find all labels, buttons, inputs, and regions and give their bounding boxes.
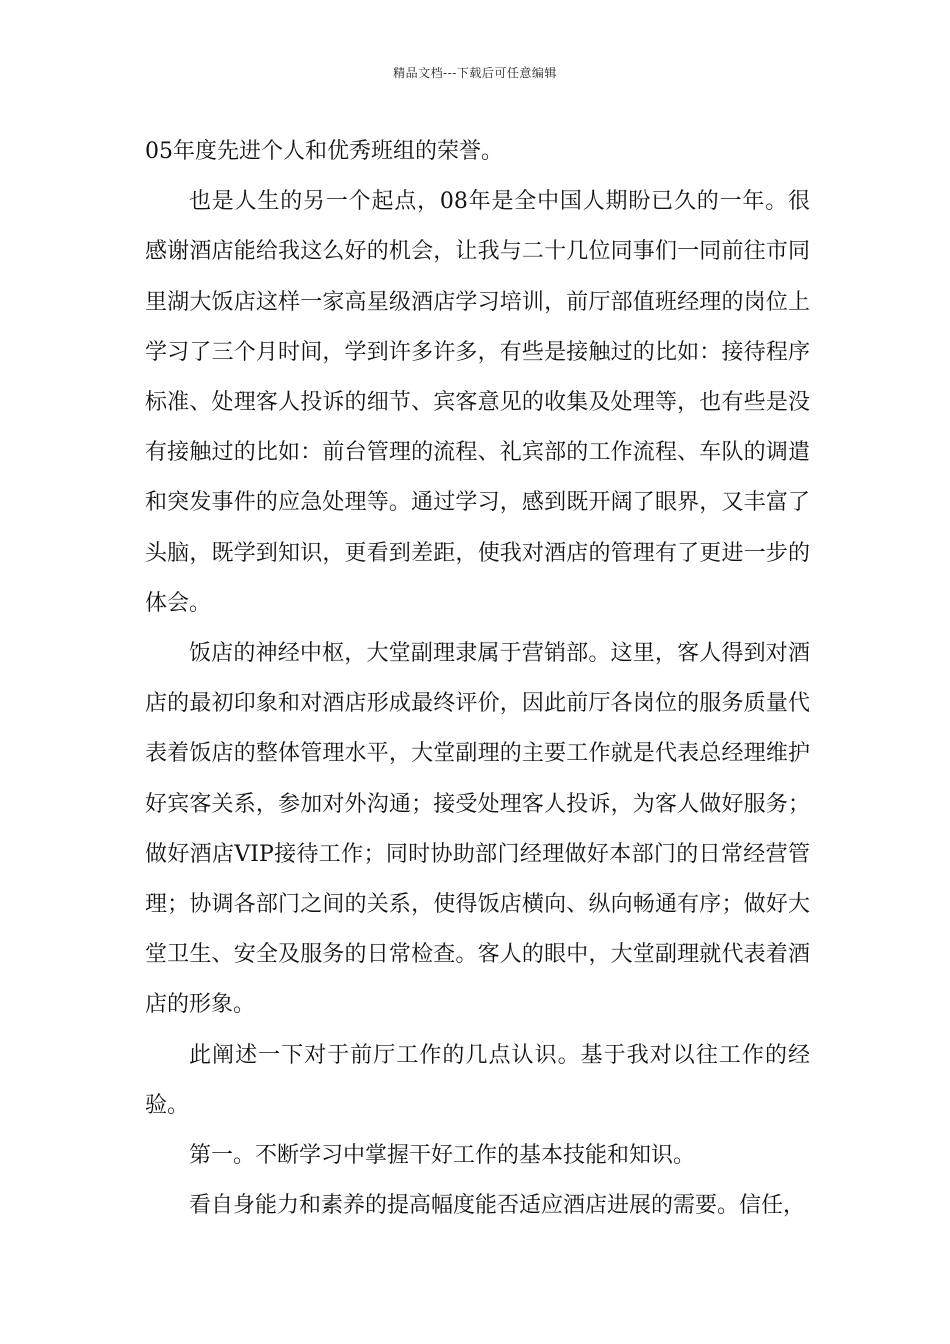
paragraph-self-improvement: 看自身能力和素养的提高幅度能否适应酒店进展的需要。信任， bbox=[189, 1193, 806, 1219]
paragraph-continuation: 05年度先进个人和优秀班组的荣誉。 bbox=[145, 139, 503, 164]
paragraph-training-experience: 也是人生的另一个起点，08年是全中国人期盼已久的一年。很感谢酒店能给我这么好的机会，让我与二十几位同事们一同前往市同里湖大饭店这样一家高星级酒店学习培训，前厅部值班经理的岗位上学习了三个月时间，学到许多许多，有些是接触过的比如：接待程序标准、处理客人投诉的细节、宾客意见的收集及处理等，也有些是没有接触过的比如：前台管理的流程、礼宾部的工作流程、车队的调遣和突发事件的应急处理等。通过学习，感到既开阔了眼界，又丰富了头脑，既学到知识，更看到差距，使我对酒店的管理有了更进一步的体会。 bbox=[145, 189, 810, 616]
paragraph-front-office-intro: 此阐述一下对于前厅工作的几点认识。基于我对以往工作的经验。 bbox=[145, 1042, 810, 1118]
paragraph-point-one: 第一。不断学习中掌握干好工作的基本技能和知识。 bbox=[189, 1143, 696, 1169]
document-body bbox=[145, 127, 810, 1231]
page-header: 精品文档---下载后可任意编辑 bbox=[393, 66, 557, 80]
paragraph-lobby-manager-role: 饭店的神经中枢，大堂副理隶属于营销部。这里，客人得到对酒店的最初印象和对酒店形成最终评价，因此前厅各岗位的服务质量代表着饭店的整体管理水平，大堂副理的主要工作就是代表总经理维护好宾客关系，参加对外沟通；接受处理客人投诉，为客人做好服务；做好酒店VIP接待工作；同时协助部门经理做好本部门的日常经营管理；协调各部门之间的关系，使得饭店横向、纵向畅通有序；做好大堂卫生、安全及服务的日常检查。客人的眼中，大堂副理就代表着酒店的形象。 bbox=[145, 641, 810, 1018]
